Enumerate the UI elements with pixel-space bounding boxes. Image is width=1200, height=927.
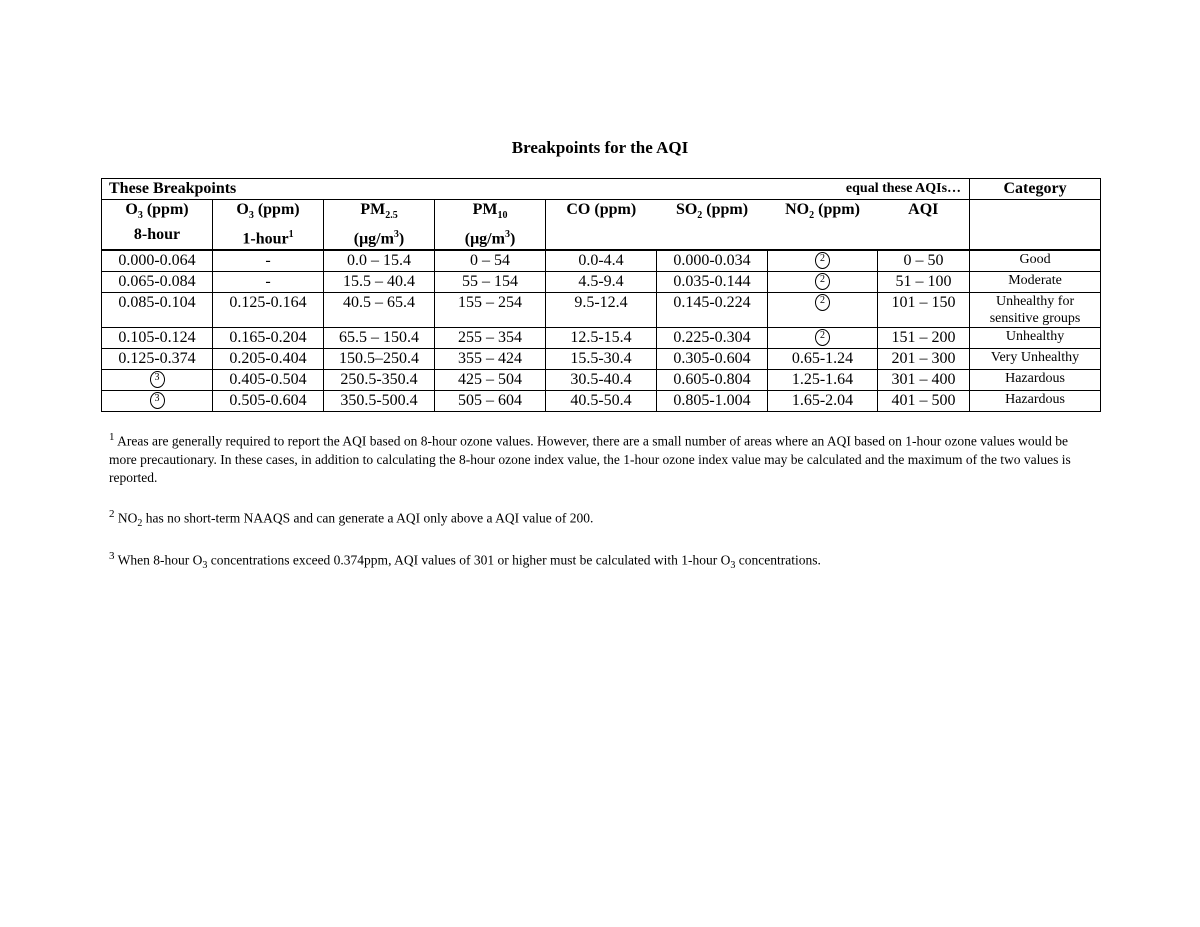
cell-pm10: 0 – 54 — [435, 250, 546, 272]
cell-pm25: 0.0 – 15.4 — [324, 250, 435, 272]
col-header-o3-1hr: $O_3$ (ppm) 1-hour$^1$ — [213, 200, 324, 250]
cell-pm10: 55 – 154 — [435, 271, 546, 292]
cell-o3-8: 0.085-0.104 — [102, 292, 213, 327]
cell-so2: 0.035-0.144 — [657, 271, 768, 292]
cell-aqi: 301 – 400 — [878, 369, 970, 390]
cell-so2: 0.305-0.604 — [657, 348, 768, 369]
cell-o3-8: 0.125-0.374 — [102, 348, 213, 369]
cell-o3-8 — [102, 369, 213, 390]
cell-aqi: 151 – 200 — [878, 327, 970, 348]
cell-pm25: 150.5–250.4 — [324, 348, 435, 369]
cell-pm10: 425 – 504 — [435, 369, 546, 390]
footnote-ref-mark: 2 — [815, 273, 830, 290]
cell-category: Hazardous — [970, 390, 1101, 411]
cell-pm25: 15.5 – 40.4 — [324, 271, 435, 292]
cell-no2 — [768, 271, 878, 292]
col-header-pm25: $PM_{2.5}$ $(\mu g/m^3)$ — [324, 200, 435, 250]
table-row — [102, 250, 1101, 272]
cell-pm25: 250.5-350.4 — [324, 369, 435, 390]
cell-so2: 0.605-0.804 — [657, 369, 768, 390]
cell-no2: 1.25-1.64 — [768, 369, 878, 390]
cell-aqi: 201 – 300 — [878, 348, 970, 369]
cell-pm25: 40.5 – 65.4 — [324, 292, 435, 327]
cell-no2: 0.65-1.24 — [768, 348, 878, 369]
cell-so2: 0.805-1.004 — [657, 390, 768, 411]
cell-o3-8: 0.000-0.064 — [102, 250, 213, 272]
col-header-pm10: $PM_{10}$ $(\mu g/m^3)$ — [435, 200, 546, 250]
cell-no2 — [768, 327, 878, 348]
cell-co: 15.5-30.4 — [546, 348, 657, 369]
col-header-so2: $SO_2$ (ppm) — [657, 200, 768, 250]
table-header-row-2 — [102, 200, 1101, 250]
col-header-co: CO (ppm) — [546, 200, 657, 250]
cell-pm25: 65.5 – 150.4 — [324, 327, 435, 348]
cell-co: 4.5-9.4 — [546, 271, 657, 292]
col-header-aqi: AQI — [878, 200, 970, 250]
cell-pm25: 350.5-500.4 — [324, 390, 435, 411]
col-header-o3-8hr: $O_3$ (ppm) 8-hour — [102, 200, 213, 250]
equal-these-aqis-label: equal these AQIs… — [435, 179, 970, 200]
cell-o3-1: 0.505-0.604 — [213, 390, 324, 411]
col-header-category-blank — [970, 200, 1101, 250]
cell-aqi: 101 – 150 — [878, 292, 970, 327]
footnote-ref-mark: 2 — [815, 252, 830, 269]
cell-o3-8: 0.105-0.124 — [102, 327, 213, 348]
cell-o3-1: 0.125-0.164 — [213, 292, 324, 327]
table-row — [102, 292, 1101, 327]
cell-pm10: 155 – 254 — [435, 292, 546, 327]
cell-aqi: 0 – 50 — [878, 250, 970, 272]
cell-pm10: 505 – 604 — [435, 390, 546, 411]
cell-category: Good — [970, 250, 1101, 272]
cell-pm10: 355 – 424 — [435, 348, 546, 369]
table-row — [102, 369, 1101, 390]
cell-so2: 0.000-0.034 — [657, 250, 768, 272]
cell-o3-1: - — [213, 271, 324, 292]
cell-category: Moderate — [970, 271, 1101, 292]
table-row — [102, 271, 1101, 292]
cell-category: Unhealthy for sensitive groups — [970, 292, 1101, 327]
footnote-2: $^2$ $NO_2$ has no short-term NAAQS and can generate a AQI only above a AQI value of 200. — [109, 508, 594, 530]
cell-co: 12.5-15.4 — [546, 327, 657, 348]
footnote-1: $^1$ Areas are generally required to report the AQI based on 8-hour ozone values. However, there are a small number of areas where an AQI based on 1-hour ozone values would be more precautionary. In these cases, in addition to calculating the 8-hour ozone index value, the 1-hour ozone index value may be calculated and the maximum of the two values is reported. — [109, 431, 1071, 485]
cell-pm10: 255 – 354 — [435, 327, 546, 348]
cell-aqi: 401 – 500 — [878, 390, 970, 411]
cell-co: 9.5-12.4 — [546, 292, 657, 327]
cell-aqi: 51 – 100 — [878, 271, 970, 292]
table-header-row-1 — [102, 179, 1101, 200]
cell-o3-1: 0.205-0.404 — [213, 348, 324, 369]
table-row — [102, 348, 1101, 369]
cell-o3-1: 0.165-0.204 — [213, 327, 324, 348]
cell-no2 — [768, 292, 878, 327]
cell-no2 — [768, 250, 878, 272]
footnote-ref-mark: 3 — [150, 371, 165, 388]
cell-so2: 0.225-0.304 — [657, 327, 768, 348]
page-title: Breakpoints for the AQI — [511, 138, 689, 157]
cell-so2: 0.145-0.224 — [657, 292, 768, 327]
footnote-ref-mark: 3 — [150, 392, 165, 409]
these-breakpoints-label: These Breakpoints — [102, 179, 435, 200]
category-header: Category — [970, 179, 1101, 200]
table-row — [102, 390, 1101, 411]
cell-o3-1: 0.405-0.504 — [213, 369, 324, 390]
cell-category: Hazardous — [970, 369, 1101, 390]
cell-category: Unhealthy — [970, 327, 1101, 348]
aqi-breakpoints-table — [101, 178, 1101, 412]
table-row — [102, 327, 1101, 348]
cell-no2: 1.65-2.04 — [768, 390, 878, 411]
cell-category: Very Unhealthy — [970, 348, 1101, 369]
cell-co: 40.5-50.4 — [546, 390, 657, 411]
cell-co: 0.0-4.4 — [546, 250, 657, 272]
footnote-ref-mark: 2 — [815, 294, 830, 311]
footnote-ref-mark: 2 — [815, 329, 830, 346]
footnote-3: $^3$ When 8-hour $O_3$ concentrations exceed 0.374ppm, AQI values of 301 or higher must be calculated with 1-hour $O_3$ concentrations. — [109, 550, 821, 572]
cell-co: 30.5-40.4 — [546, 369, 657, 390]
cell-o3-1: - — [213, 250, 324, 272]
col-header-no2: $NO_2$ (ppm) — [768, 200, 878, 250]
cell-o3-8: 0.065-0.084 — [102, 271, 213, 292]
cell-o3-8 — [102, 390, 213, 411]
